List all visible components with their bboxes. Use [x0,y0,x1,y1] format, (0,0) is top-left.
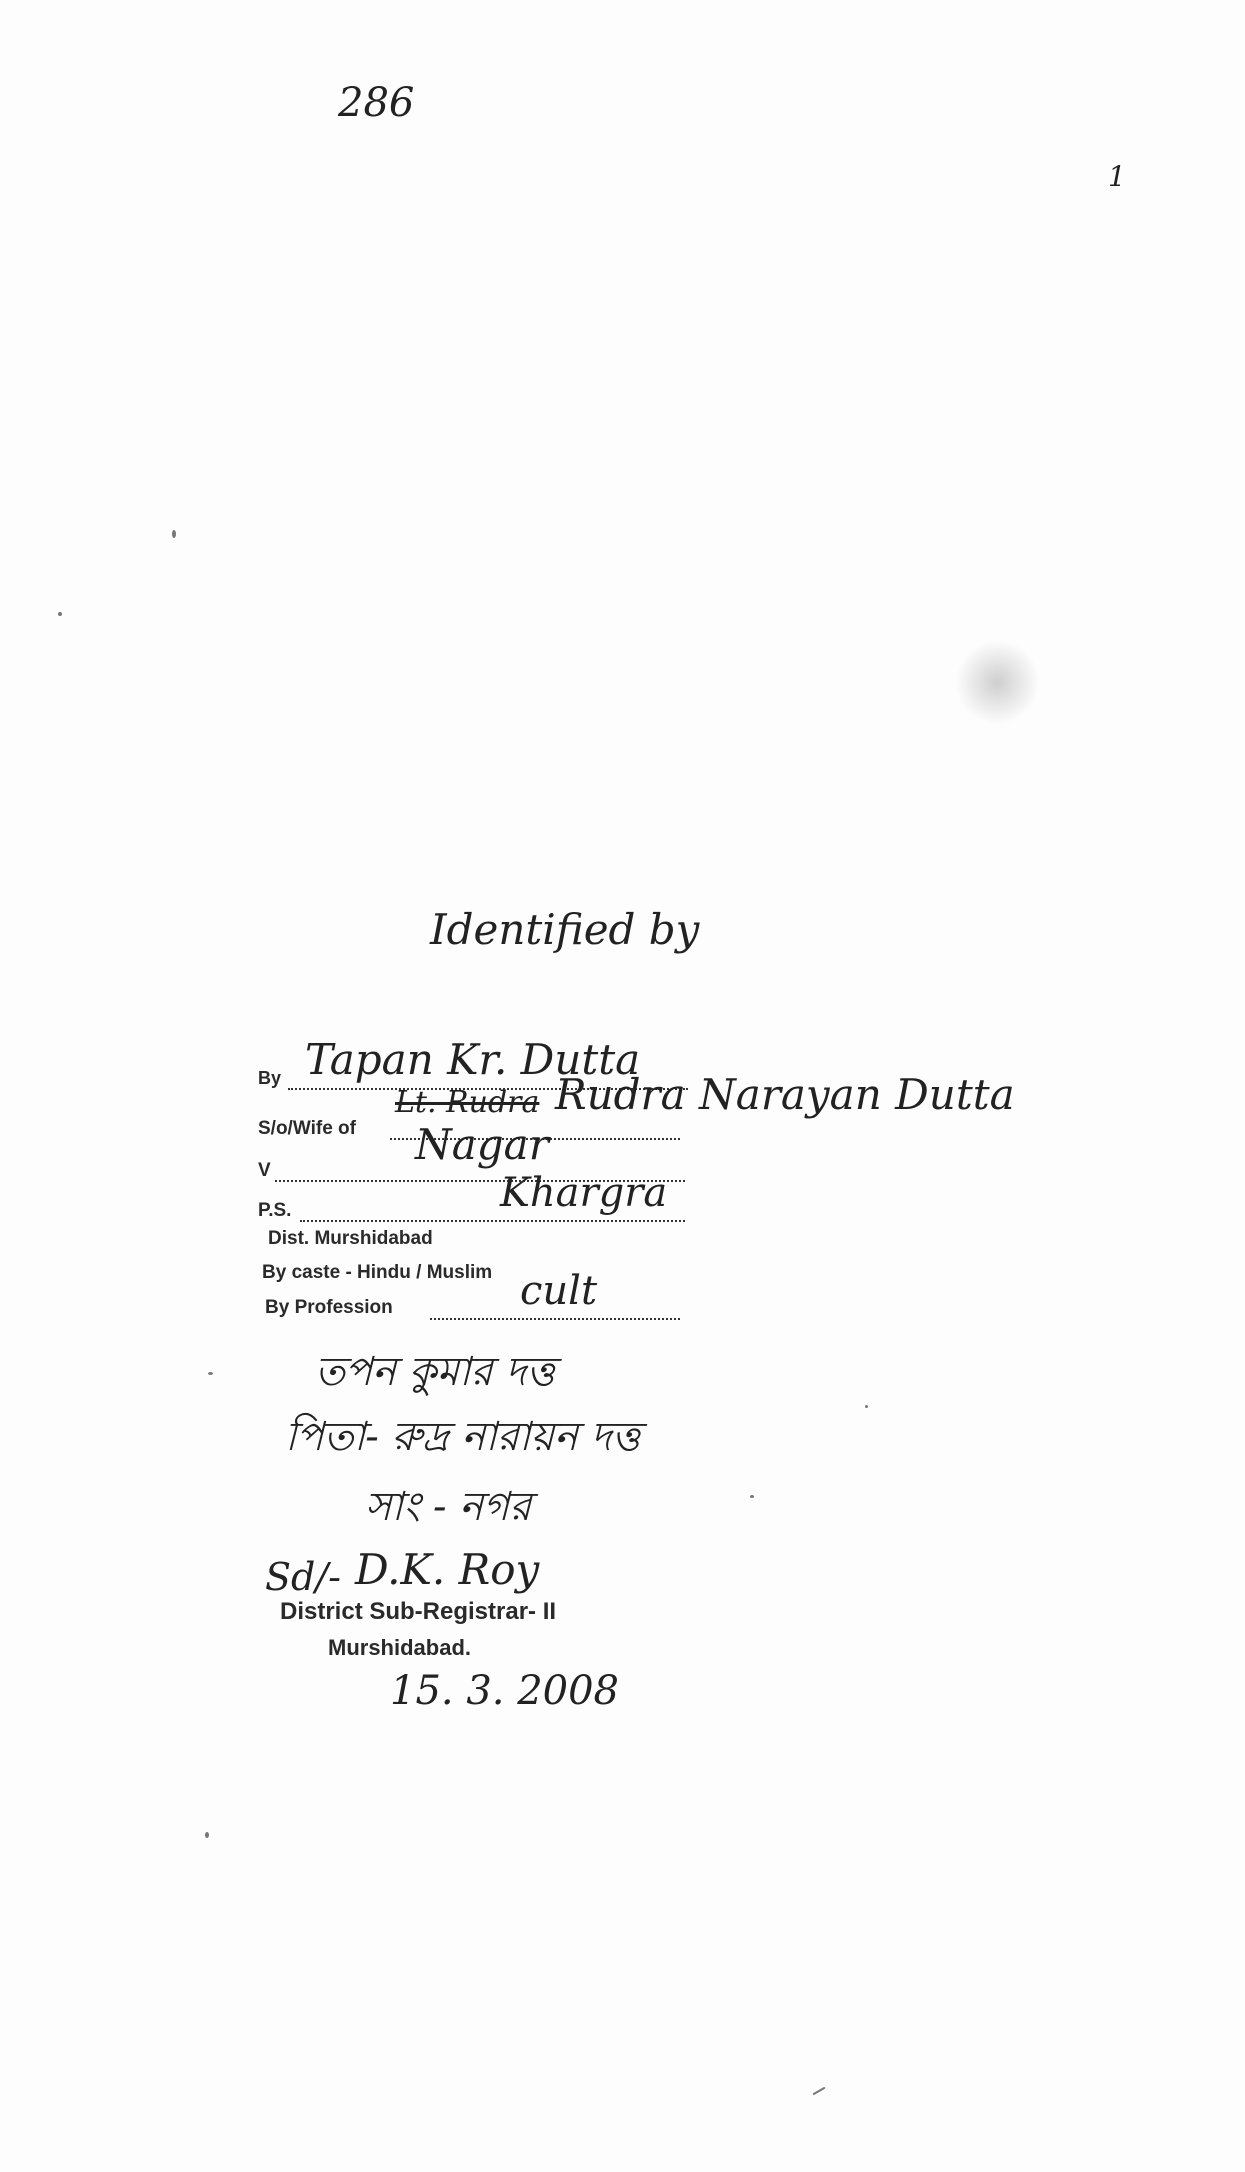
scan-speck [172,530,176,538]
signature-date: 15. 3. 2008 [390,1668,620,1714]
scan-speck [58,612,62,616]
caste-label: By caste - Hindu / Muslim [262,1262,493,1283]
village-value: Nagar [415,1120,549,1169]
name-value: Tapan Kr. Dutta [305,1035,641,1084]
bengali-line-name: তপন কুমার দত্ত [315,1349,555,1395]
village-prefix: V [258,1160,271,1181]
district-label: Dist. Murshidabad [268,1228,433,1249]
registrar-designation: District Sub-Registrar- II [280,1598,557,1625]
stain-mark [955,640,1040,725]
scan-speck [812,2087,825,2096]
relation-value: Rudra Narayan Dutta [555,1070,1015,1119]
profession-value: cult [520,1268,598,1314]
registrar-place: Murshidabad. [328,1635,472,1660]
page-number: 286 [338,80,415,126]
profession-label: By Profession [265,1297,393,1318]
relation-struck-text: Lt. Rudra [395,1085,540,1120]
scan-speck [865,1405,868,1408]
relation-label: S/o/Wife of [258,1118,356,1139]
signature-name: D.K. Roy [355,1545,540,1594]
bengali-line-father: পিতা- রুদ্র নারায়ন দত্ত [285,1414,641,1460]
ps-label: P.S. [258,1200,292,1221]
sd-prefix: Sd/- [265,1555,341,1599]
scan-speck [205,1832,209,1838]
scan-speck [208,1372,213,1375]
scan-speck [750,1495,754,1498]
bengali-line-village: সাং - নগর [365,1484,532,1530]
name-prefix: By [258,1068,282,1088]
corner-mark: 1 [1108,160,1126,193]
ps-value: Khargra [500,1170,668,1216]
identified-by-heading: Identified by [430,905,700,954]
